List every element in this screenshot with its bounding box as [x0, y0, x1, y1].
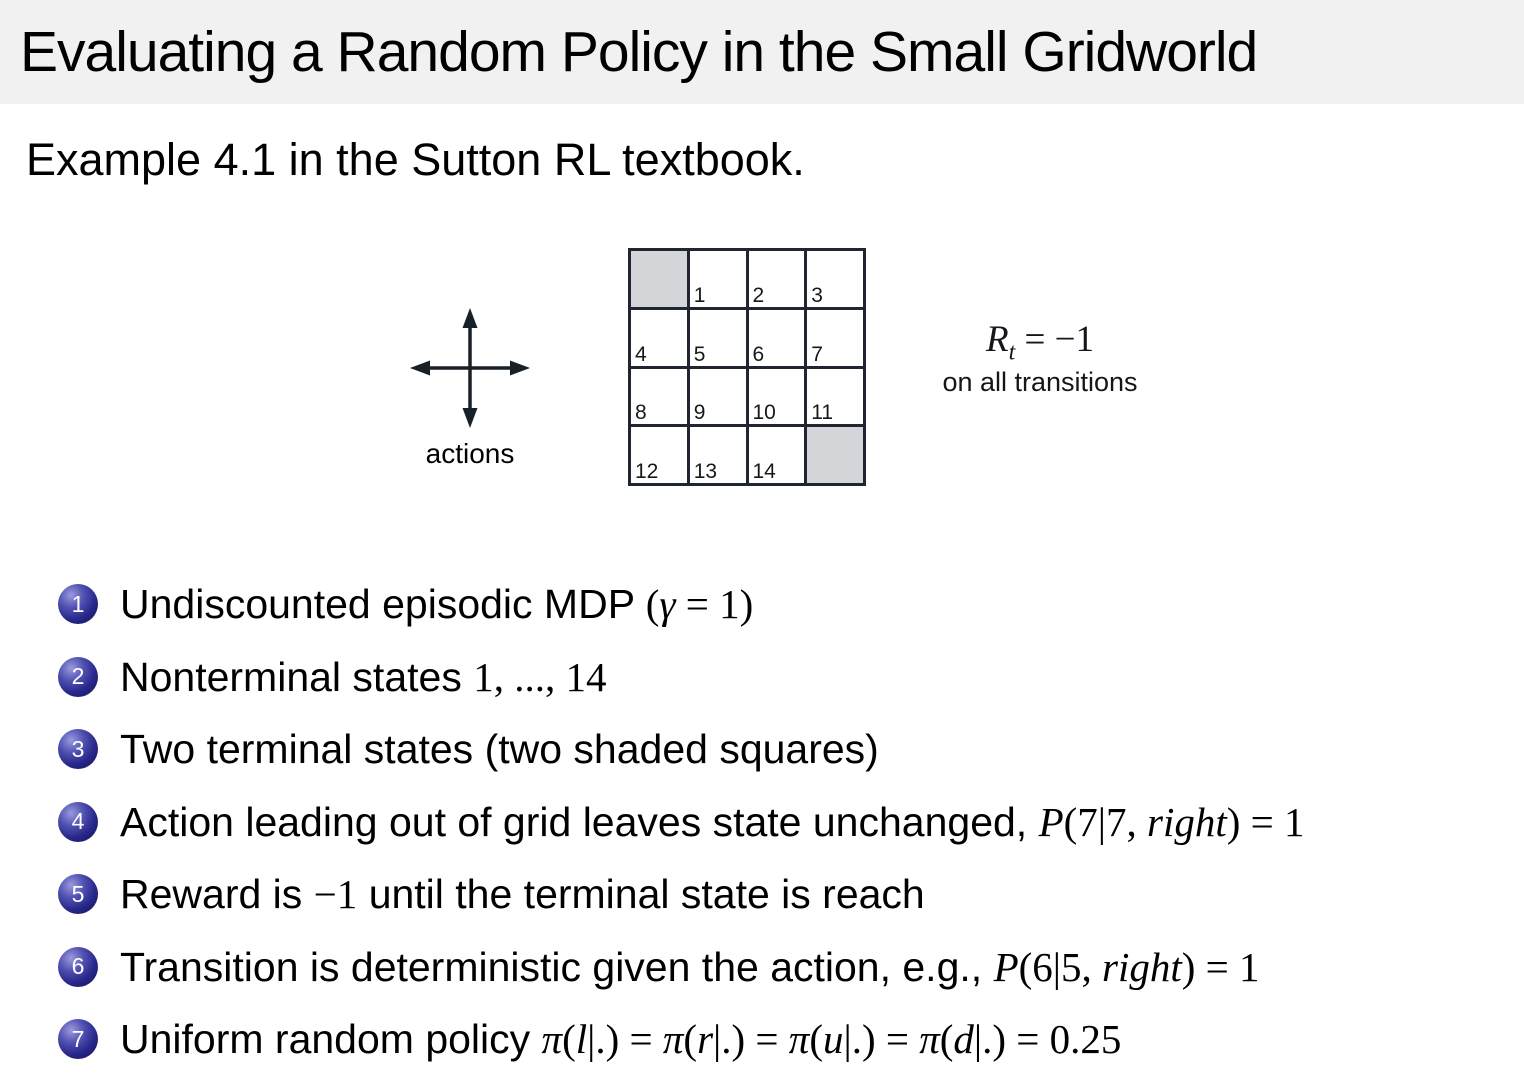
item-text-segment: π	[788, 1016, 810, 1063]
item-number-ball: 6	[58, 947, 98, 987]
item-text-segment: Reward is	[120, 871, 314, 918]
item-text-segment: −1	[313, 871, 358, 918]
item-number-ball: 4	[58, 802, 98, 842]
cell-label: 12	[635, 460, 659, 483]
cell-label	[807, 482, 811, 483]
subtitle: Example 4.1 in the Sutton RL textbook.	[26, 134, 805, 185]
item-text-segment: (6|5,	[1018, 943, 1102, 990]
grid-cell	[690, 427, 746, 483]
item-text-segment: P	[1038, 798, 1064, 845]
cell-label: 7	[811, 342, 823, 366]
item-text-segment: right	[1147, 798, 1227, 845]
item-text-segment: |.) = 0.25	[973, 1016, 1122, 1063]
grid-cell	[807, 251, 863, 307]
grid-cell	[807, 310, 863, 366]
item-text	[120, 653, 606, 701]
item-text-segment: 1, ..., 14	[473, 653, 607, 700]
list-item	[58, 568, 1524, 641]
grid-cell	[690, 310, 746, 366]
item-text-segment: u	[822, 1016, 844, 1063]
item-text-segment: right	[1101, 943, 1182, 990]
item-text-segment: π	[662, 1016, 684, 1063]
item-text-segment: (	[645, 581, 660, 628]
cell-label: 3	[811, 283, 823, 307]
grid-cell	[631, 369, 687, 425]
list-item	[58, 713, 1524, 786]
actions-label: actions	[425, 438, 515, 469]
actions-arrows-icon	[408, 306, 532, 430]
grid-cell	[631, 310, 687, 366]
item-text-segment: Two terminal states (two shaded squares)	[120, 725, 879, 772]
cell-label	[631, 306, 635, 307]
item-text	[120, 798, 1305, 846]
reward-subscript: t	[1008, 339, 1016, 366]
item-number-ball: 3	[58, 729, 98, 769]
cell-label: 10	[752, 401, 776, 425]
reward-caption: on all transitions	[942, 367, 1138, 398]
list-item	[58, 786, 1524, 859]
item-text	[120, 1015, 1121, 1063]
cell-label: 13	[693, 460, 718, 483]
item-text-segment: d	[953, 1016, 974, 1063]
item-number-ball: 7	[58, 1019, 98, 1059]
item-text-segment: (	[683, 1016, 698, 1063]
cell-label: 11	[811, 401, 834, 425]
bullet-list	[58, 568, 1524, 1076]
list-item	[58, 1003, 1524, 1076]
item-number-ball: 5	[58, 874, 98, 914]
item-text-segment: Transition is deterministic given the action, e.g.,	[120, 943, 994, 990]
grid-cell	[690, 369, 746, 425]
item-text	[120, 580, 753, 628]
terminal-cell	[807, 427, 863, 483]
cell-label: 6	[752, 342, 765, 366]
cell-label: 2	[752, 283, 765, 307]
item-text-segment: = 1)	[675, 581, 754, 628]
grid-cell	[749, 427, 805, 483]
item-text-segment: (	[562, 1016, 576, 1063]
item-text-segment: ) = 1	[1226, 798, 1305, 845]
grid-cell	[631, 427, 687, 483]
item-text-segment: γ	[659, 581, 676, 628]
cell-label: 14	[752, 460, 776, 483]
title-bar	[0, 0, 1524, 104]
item-text-segment: P	[993, 943, 1019, 990]
slide-title: Evaluating a Random Policy in the Small Gridworld	[20, 20, 1258, 84]
reward-formula	[925, 318, 1155, 366]
item-text-segment: until the terminal state is reach	[357, 871, 925, 918]
cell-label: 8	[635, 401, 647, 425]
item-text-segment: Nonterminal states	[120, 653, 474, 700]
item-text-segment: r	[697, 1016, 714, 1063]
grid-cell	[749, 310, 805, 366]
reward-note	[925, 318, 1155, 398]
item-text-segment: ) = 1	[1181, 943, 1260, 990]
item-text-segment: (	[809, 1016, 823, 1063]
item-text-segment: (7|7,	[1063, 798, 1147, 845]
item-text	[120, 870, 925, 918]
item-text-segment: π	[919, 1016, 940, 1063]
item-text-segment: Undiscounted episodic MDP	[120, 581, 646, 628]
item-text-segment: π	[541, 1016, 563, 1063]
item-text-segment: Action leading out of grid leaves state unchanged,	[120, 798, 1039, 845]
grid-cell	[690, 251, 746, 307]
item-text	[120, 726, 879, 773]
cell-label: 4	[635, 342, 647, 366]
reward-variable: R	[985, 319, 1009, 360]
terminal-cell	[631, 251, 687, 307]
list-item	[58, 641, 1524, 714]
cell-label: 9	[693, 401, 706, 425]
item-number-ball: 2	[58, 657, 98, 697]
item-text-segment: (	[939, 1016, 954, 1063]
cell-label: 1	[693, 283, 706, 307]
list-item	[58, 931, 1524, 1004]
item-number-ball: 1	[58, 584, 98, 624]
item-text-segment: Uniform random policy	[120, 1016, 542, 1063]
item-text-segment: |.) =	[713, 1016, 789, 1063]
item-text-segment: |.) =	[587, 1016, 663, 1063]
reward-rhs: = −1	[1015, 319, 1094, 360]
grid-cell	[749, 251, 805, 307]
grid-cell	[807, 369, 863, 425]
item-text-segment: l	[575, 1016, 588, 1063]
grid-cell	[749, 369, 805, 425]
item-text-segment: |.) =	[843, 1016, 920, 1063]
cell-label: 5	[693, 342, 706, 366]
item-text	[120, 943, 1260, 991]
list-item	[58, 858, 1524, 931]
gridworld-grid	[628, 248, 866, 486]
